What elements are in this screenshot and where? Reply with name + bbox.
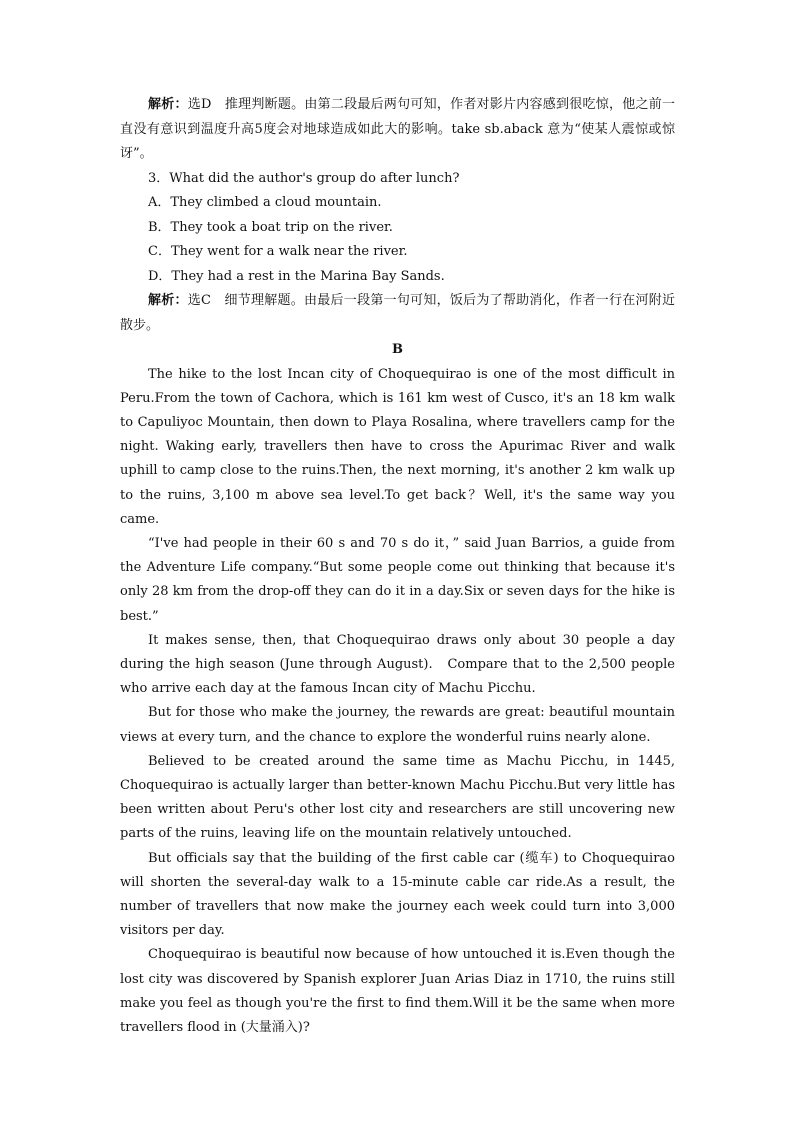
explanation-text: 选C 细节理解题。由最后一段第一句可知，饭后为了帮助消化，作者一行在河附近散步。 xyxy=(120,293,675,333)
option-a: A．They climbed a cloud mountain. xyxy=(148,195,382,210)
explanation-label: 解析： xyxy=(148,293,188,308)
passage-paragraph: But officials say that the building of the first cable car (缆车) to Choquequirao will shorten the several-day walk to a 15-minute cable car ride.As a result, the number of travellers that now make the journey each week could turn into 3,000 visitors per day. xyxy=(120,850,675,939)
document-page xyxy=(120,93,675,1040)
passage-paragraph: It makes sense, then, that Choquequirao draws only about 30 people a day during the high season (June through August). Compare that to the 2,500 people who arrive each day at the famous Incan city of Machu Picchu. xyxy=(120,632,675,697)
option-c: C．They went for a walk near the river. xyxy=(148,244,408,259)
option-d: D．They had a rest in the Marina Bay Sands. xyxy=(148,268,445,284)
passage-paragraph: Choquequirao is beautiful now because of how untouched it is.Even though the lost city was discovered by Spanish explorer Juan Arias Diaz in 1710, the ruins still make you feel as though you're the first to find them.Will it be the same when more travellers flood in (大量涌入)? xyxy=(120,947,675,1035)
passage-paragraph: But for those who make the journey, the rewards are great: beautiful mountain views at every turn, and the chance to explore the wonderful ruins nearly alone. xyxy=(120,705,675,745)
option-b: B．They took a boat trip on the river. xyxy=(148,219,393,235)
passage-paragraph: The hike to the lost Incan city of Choquequirao is one of the most difficult in Peru.From the town of Cachora, which is 161 km west of Cusco, it's an 18 km walk to Capuliyoc Mountain, then down to Playa Rosalina, where travellers camp for the night. Waking early, travellers then have to cross the Apurimac River and walk uphill to camp close to the ruins.Then, the next morning, it's another 2 km walk up to the ruins, 3,100 m above sea level.To get back？Well, it's the same way you came. xyxy=(120,366,675,527)
passage-paragraph: Believed to be created around the same time as Machu Picchu, in 1445, Choquequirao is actually larger than better-known Machu Picchu.But very little has been written about Peru's other lost city and researchers are still uncovering new parts of the ruins, leaving life on the mountain relatively untouched. xyxy=(120,753,675,842)
passage-b xyxy=(120,363,675,1041)
explanation-text: 选D 推理判断题。由第二段最后两句可知，作者对影片内容感到很吃惊，他之前一直没有意识到温度升高5度会对地球造成如此大的影响。take sb.aback 意为“使某人震惊或惊讶”。 xyxy=(120,97,675,161)
passage-paragraph: “I've had people in their 60 s and 70 s do it，” said Juan Barrios, a guide from the Adventure Life company.“But some people come out thinking that because it's only 28 km from the drop-off they can do it in a day.Six or seven days for the hike is best.” xyxy=(120,535,675,624)
explanation-label: 解析： xyxy=(148,97,188,112)
q2-explanation xyxy=(120,93,675,167)
q3-explanation xyxy=(120,289,675,338)
section-title: B xyxy=(392,342,403,357)
question-3-stem: 3．What did the author's group do after lunch? xyxy=(148,170,460,186)
